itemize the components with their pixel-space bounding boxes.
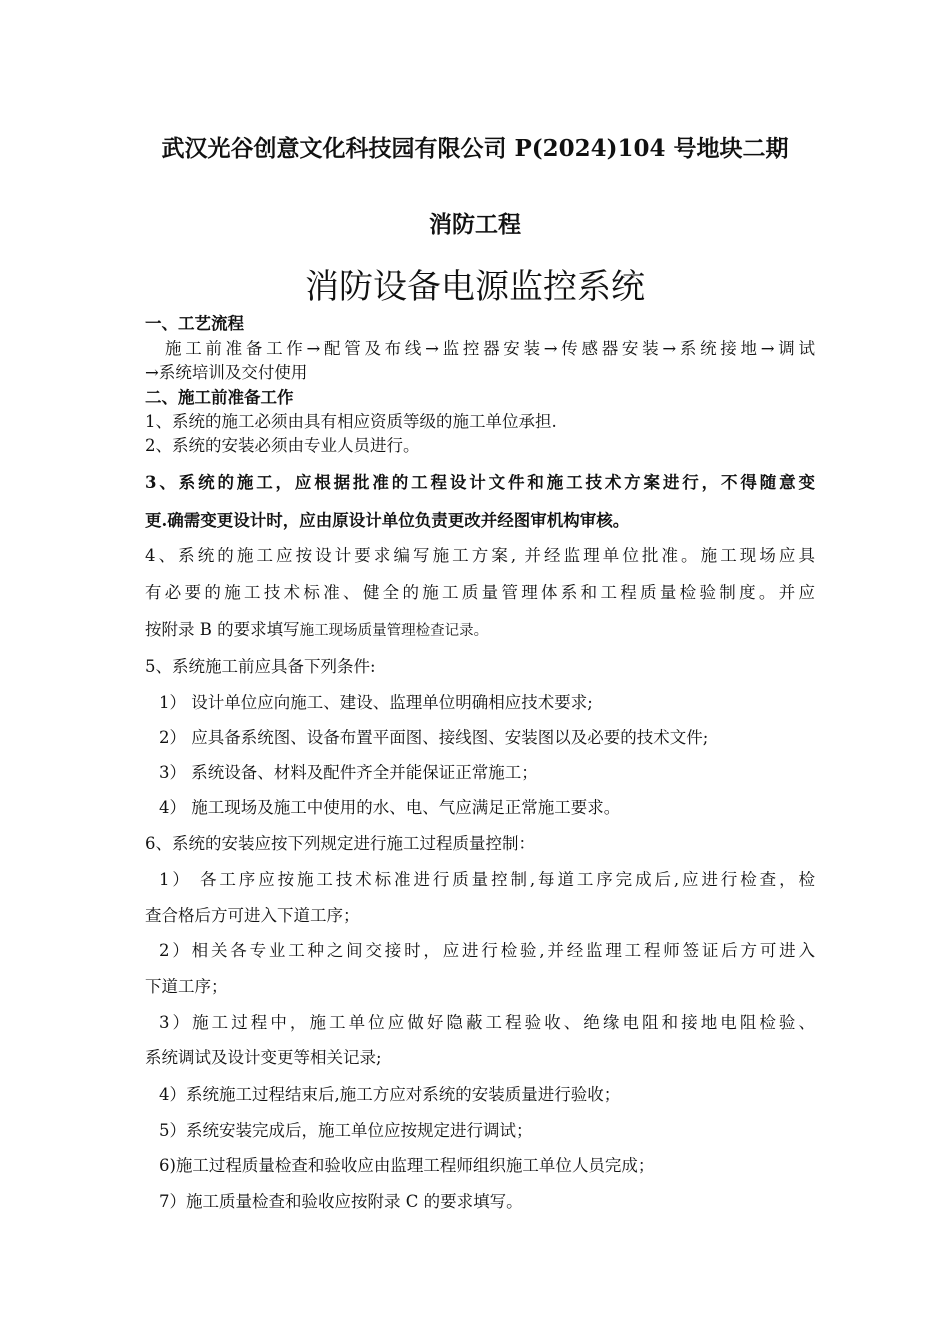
paragraph-4-line3-form: 施工现场质量管理检查记录。 — [299, 623, 489, 639]
condition-item-3: 3） 系统设备、材料及配件齐全并能保证正常施工； — [159, 763, 538, 782]
process-flow-line2: →系统培训及交付使用 — [145, 363, 308, 382]
control-item-3-line1: 3）施工过程中，施工单位应做好隐蔽工程验收、绝缘电阻和接地电阻检验、 — [159, 1013, 815, 1032]
control-item-4: 4）系统施工过程结束后,施工方应对系统的安装质量进行验收； — [159, 1085, 621, 1104]
paragraph-3-line1: 3、系统的施工，应根据批准的工程设计文件和施工技术方案进行，不得随意变 — [145, 473, 815, 492]
control-item-1-line2: 查合格后方可进入下道工序； — [145, 906, 360, 925]
document-title-line1: 武汉光谷创意文化科技园有限公司 P(2024)104 号地块二期 — [161, 135, 789, 162]
paragraph-2: 2、系统的安装必须由专业人员进行。 — [145, 436, 420, 455]
paragraph-4-line1: 4、系统的施工应按设计要求编写施工方案, 并经监理单位批准。施工现场应具 — [145, 546, 815, 565]
paragraph-4-line3 — [145, 619, 815, 642]
paragraph-5: 5、系统施工前应具备下列条件: — [145, 657, 376, 676]
paragraph-4-line2: 有必要的施工技术标准、健全的施工质量管理体系和工程质量检验制度。并应 — [145, 583, 815, 602]
control-item-2-line2: 下道工序； — [145, 977, 228, 996]
document-subtitle: 消防设备电源监控系统 — [305, 267, 645, 307]
section2-heading: 二、施工前准备工作 — [145, 388, 294, 407]
condition-item-2: 2） 应具备系统图、设备布置平面图、接线图、安装图以及必要的技术文件; — [159, 728, 709, 747]
control-item-2-line1: 2）相关各专业工种之间交接时，应进行检验,并经监理工程师签证后方可进入 — [159, 941, 815, 960]
paragraph-4-line3-text: 按附录 B 的要求填写 — [145, 620, 300, 639]
condition-item-4: 4） 施工现场及施工中使用的水、电、气应满足正常施工要求。 — [159, 798, 621, 817]
control-item-1-line1: 1） 各工序应按施工技术标准进行质量控制,每道工序完成后,应进行检查，检 — [159, 870, 815, 889]
paragraph-6: 6、系统的安装应按下列规定进行施工过程质量控制： — [145, 834, 535, 853]
control-item-3-line2: 系统调试及设计变更等相关记录; — [145, 1048, 382, 1067]
document-title-line2: 消防工程 — [429, 211, 521, 238]
control-item-5: 5）系统安装完成后，施工单位应按规定进行调试； — [159, 1121, 533, 1140]
section1-heading: 一、工艺流程 — [145, 314, 244, 333]
control-item-6: 6)施工过程质量检查和验收应由监理工程师组织施工单位人员完成； — [159, 1156, 655, 1175]
process-flow-line1: 施工前准备工作→配管及布线→监控器安装→传感器安装→系统接地→调试 — [165, 339, 815, 358]
condition-item-1: 1） 设计单位应向施工、建设、监理单位明确相应技术要求; — [159, 693, 593, 712]
paragraph-1: 1、系统的施工必须由具有相应资质等级的施工单位承担. — [145, 412, 557, 431]
control-item-7: 7）施工质量检查和验收应按附录 C 的要求填写。 — [159, 1192, 523, 1211]
paragraph-3-line2: 更.确需变更设计时，应由原设计单位负责更改并经图审机构审核。 — [145, 511, 630, 530]
